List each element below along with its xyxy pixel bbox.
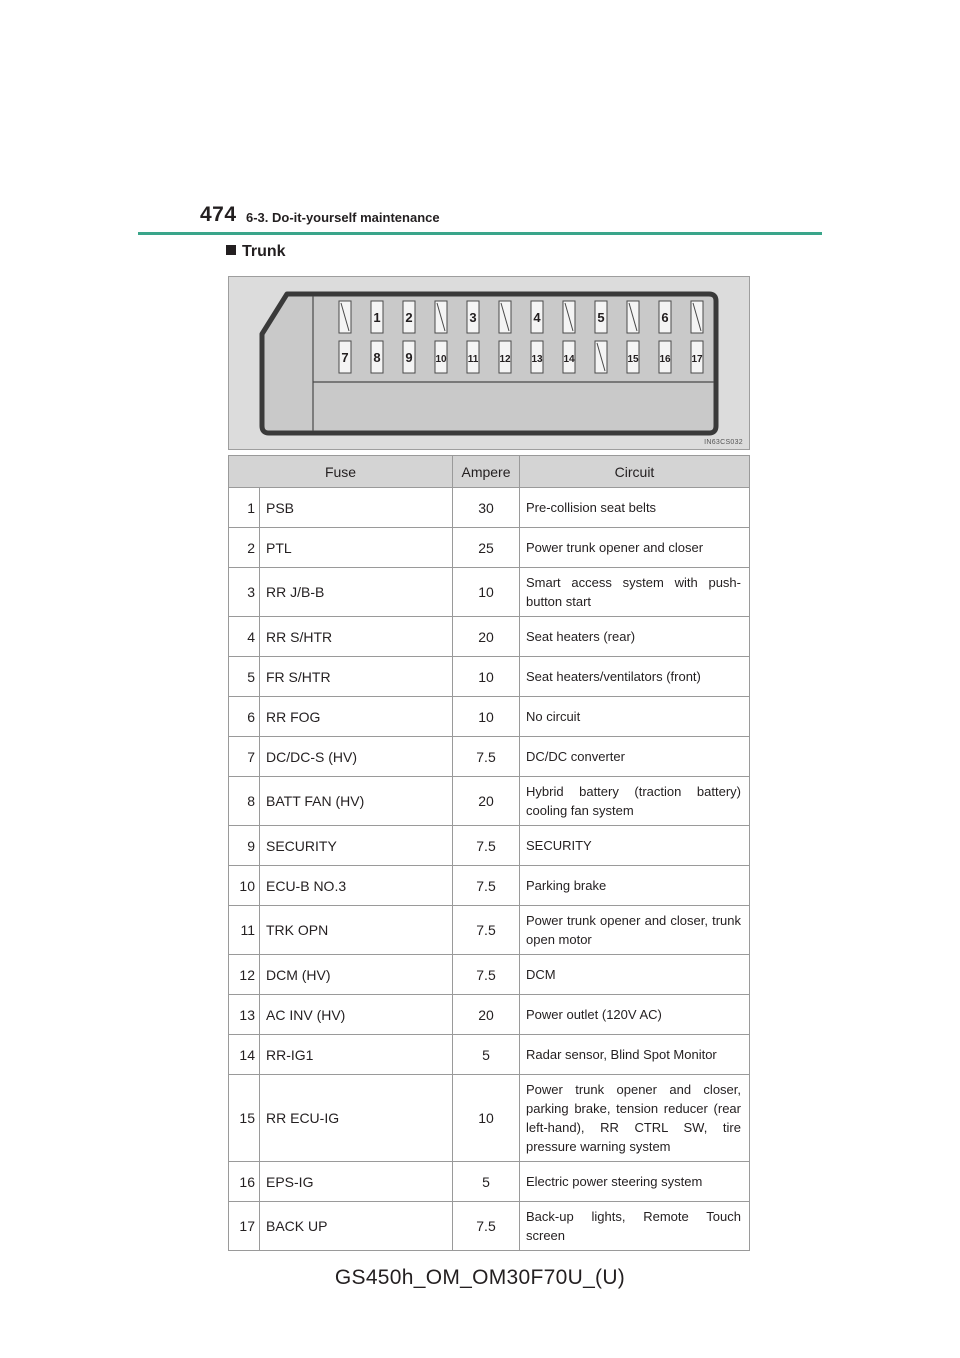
header-rule xyxy=(138,232,822,235)
fuse-name: RR-IG1 xyxy=(260,1035,453,1075)
fuse-ampere: 5 xyxy=(453,1162,520,1202)
fuse-number: 5 xyxy=(229,657,260,697)
fuse-number: 12 xyxy=(229,955,260,995)
figure-code: IN63CS032 xyxy=(704,439,743,446)
fuse-number: 14 xyxy=(229,1035,260,1075)
fuse-number: 9 xyxy=(229,826,260,866)
table-row xyxy=(229,777,750,826)
header-fuse: Fuse xyxy=(229,456,453,488)
fuse-name: RR ECU-IG xyxy=(260,1075,453,1162)
fuse-number: 16 xyxy=(229,1162,260,1202)
table-row xyxy=(229,1035,750,1075)
fuse-slot-label: 12 xyxy=(499,354,511,365)
fuse-ampere: 7.5 xyxy=(453,826,520,866)
fuse-number: 1 xyxy=(229,488,260,528)
fuse-number: 2 xyxy=(229,528,260,568)
table-row xyxy=(229,1075,750,1162)
fuse-circuit: DCM xyxy=(520,955,750,995)
fuse-name: DCM (HV) xyxy=(260,955,453,995)
fuse-slot-label: 3 xyxy=(469,310,477,325)
table-row xyxy=(229,866,750,906)
table-row xyxy=(229,697,750,737)
fuse-ampere: 20 xyxy=(453,777,520,826)
header-circuit: Circuit xyxy=(520,456,750,488)
page-number: 474 xyxy=(200,203,237,226)
table-row xyxy=(229,617,750,657)
fuse-slot-label: 11 xyxy=(467,354,479,365)
fuse-ampere: 25 xyxy=(453,528,520,568)
fuse-name: FR S/HTR xyxy=(260,657,453,697)
fuse-name: PSB xyxy=(260,488,453,528)
fuse-ampere: 7.5 xyxy=(453,955,520,995)
table-row xyxy=(229,568,750,617)
fuse-circuit: Power trunk opener and closer, parking brake, tension reducer (rear left-hand), RR CTRL SW, tire pressure warning system xyxy=(520,1075,750,1162)
section-title: 6-3. Do-it-yourself maintenance xyxy=(246,210,440,225)
fuse-circuit: Power trunk opener and closer, trunk open motor xyxy=(520,906,750,955)
fuse-circuit: Back-up lights, Remote Touch screen xyxy=(520,1202,750,1251)
fuse-circuit: No circuit xyxy=(520,697,750,737)
table-row xyxy=(229,995,750,1035)
fuse-circuit: Power outlet (120V AC) xyxy=(520,995,750,1035)
table-row xyxy=(229,1202,750,1251)
fuse-slot-label: 14 xyxy=(563,354,575,365)
table-row xyxy=(229,826,750,866)
fuse-name: PTL xyxy=(260,528,453,568)
fuse-table xyxy=(228,455,750,1251)
fuse-number: 13 xyxy=(229,995,260,1035)
fuse-ampere: 5 xyxy=(453,1035,520,1075)
table-header-row xyxy=(229,456,750,488)
fuse-circuit: SECURITY xyxy=(520,826,750,866)
fuse-name: RR FOG xyxy=(260,697,453,737)
fuse-slot-label: 16 xyxy=(659,354,671,365)
fuse-number: 3 xyxy=(229,568,260,617)
fuse-name: ECU-B NO.3 xyxy=(260,866,453,906)
fuse-number: 7 xyxy=(229,737,260,777)
table-row xyxy=(229,737,750,777)
fuse-ampere: 7.5 xyxy=(453,1202,520,1251)
subsection-title: Trunk xyxy=(242,243,286,260)
fuse-circuit: Seat heaters (rear) xyxy=(520,617,750,657)
fuse-number: 6 xyxy=(229,697,260,737)
fuse-number: 10 xyxy=(229,866,260,906)
table-row xyxy=(229,1162,750,1202)
fuse-circuit: Hybrid battery (traction battery) cooling fan system xyxy=(520,777,750,826)
subsection-heading xyxy=(226,243,286,261)
square-bullet-icon xyxy=(226,245,236,255)
fuse-circuit: Pre-collision seat belts xyxy=(520,488,750,528)
fuse-name: EPS-IG xyxy=(260,1162,453,1202)
fuse-circuit: Radar sensor, Blind Spot Monitor xyxy=(520,1035,750,1075)
table-row xyxy=(229,955,750,995)
fuse-number: 17 xyxy=(229,1202,260,1251)
fuse-slot-label: 7 xyxy=(341,350,349,365)
fuse-number: 4 xyxy=(229,617,260,657)
header-ampere: Ampere xyxy=(453,456,520,488)
fuse-slot-label: 1 xyxy=(373,310,381,325)
fuse-slot-label: 9 xyxy=(405,350,413,365)
fuse-ampere: 7.5 xyxy=(453,737,520,777)
fuse-circuit: Seat heaters/ventilators (front) xyxy=(520,657,750,697)
fuse-slot-label: 10 xyxy=(435,354,447,365)
fuse-name: RR J/B-B xyxy=(260,568,453,617)
fuse-box-outline xyxy=(262,294,716,433)
fuse-slot-label: 6 xyxy=(661,310,669,325)
fuse-ampere: 20 xyxy=(453,617,520,657)
fuse-slot-label: 2 xyxy=(405,310,413,325)
fuse-ampere: 10 xyxy=(453,1075,520,1162)
table-row xyxy=(229,906,750,955)
fuse-circuit: Electric power steering system xyxy=(520,1162,750,1202)
table-row xyxy=(229,657,750,697)
fuse-slot-label: 13 xyxy=(531,354,543,365)
fuse-ampere: 20 xyxy=(453,995,520,1035)
fuse-ampere: 7.5 xyxy=(453,866,520,906)
fuse-name: RR S/HTR xyxy=(260,617,453,657)
fuse-ampere: 10 xyxy=(453,657,520,697)
fuse-ampere: 10 xyxy=(453,697,520,737)
fuse-name: BATT FAN (HV) xyxy=(260,777,453,826)
fuse-ampere: 10 xyxy=(453,568,520,617)
fuse-number: 8 xyxy=(229,777,260,826)
fuse-circuit: Parking brake xyxy=(520,866,750,906)
fuse-number: 15 xyxy=(229,1075,260,1162)
fuse-box-diagram xyxy=(228,276,750,450)
table-row xyxy=(229,528,750,568)
fuse-name: TRK OPN xyxy=(260,906,453,955)
table-row xyxy=(229,488,750,528)
footer-doc-code: GS450h_OM_OM30F70U_(U) xyxy=(334,1266,626,1289)
fuse-ampere: 7.5 xyxy=(453,906,520,955)
fuse-name: DC/DC-S (HV) xyxy=(260,737,453,777)
fuse-name: AC INV (HV) xyxy=(260,995,453,1035)
fuse-ampere: 30 xyxy=(453,488,520,528)
fuse-circuit: Smart access system with push-button start xyxy=(520,568,750,617)
fuse-slot-label: 4 xyxy=(533,310,541,325)
fuse-slot-label: 17 xyxy=(691,354,703,365)
fuse-name: BACK UP xyxy=(260,1202,453,1251)
fuse-number: 11 xyxy=(229,906,260,955)
fuse-slot-label: 5 xyxy=(597,310,605,325)
fuse-circuit: DC/DC converter xyxy=(520,737,750,777)
fuse-slot-label: 8 xyxy=(373,350,381,365)
fuse-circuit: Power trunk opener and closer xyxy=(520,528,750,568)
fuse-slot-label: 15 xyxy=(627,354,639,365)
fuse-name: SECURITY xyxy=(260,826,453,866)
